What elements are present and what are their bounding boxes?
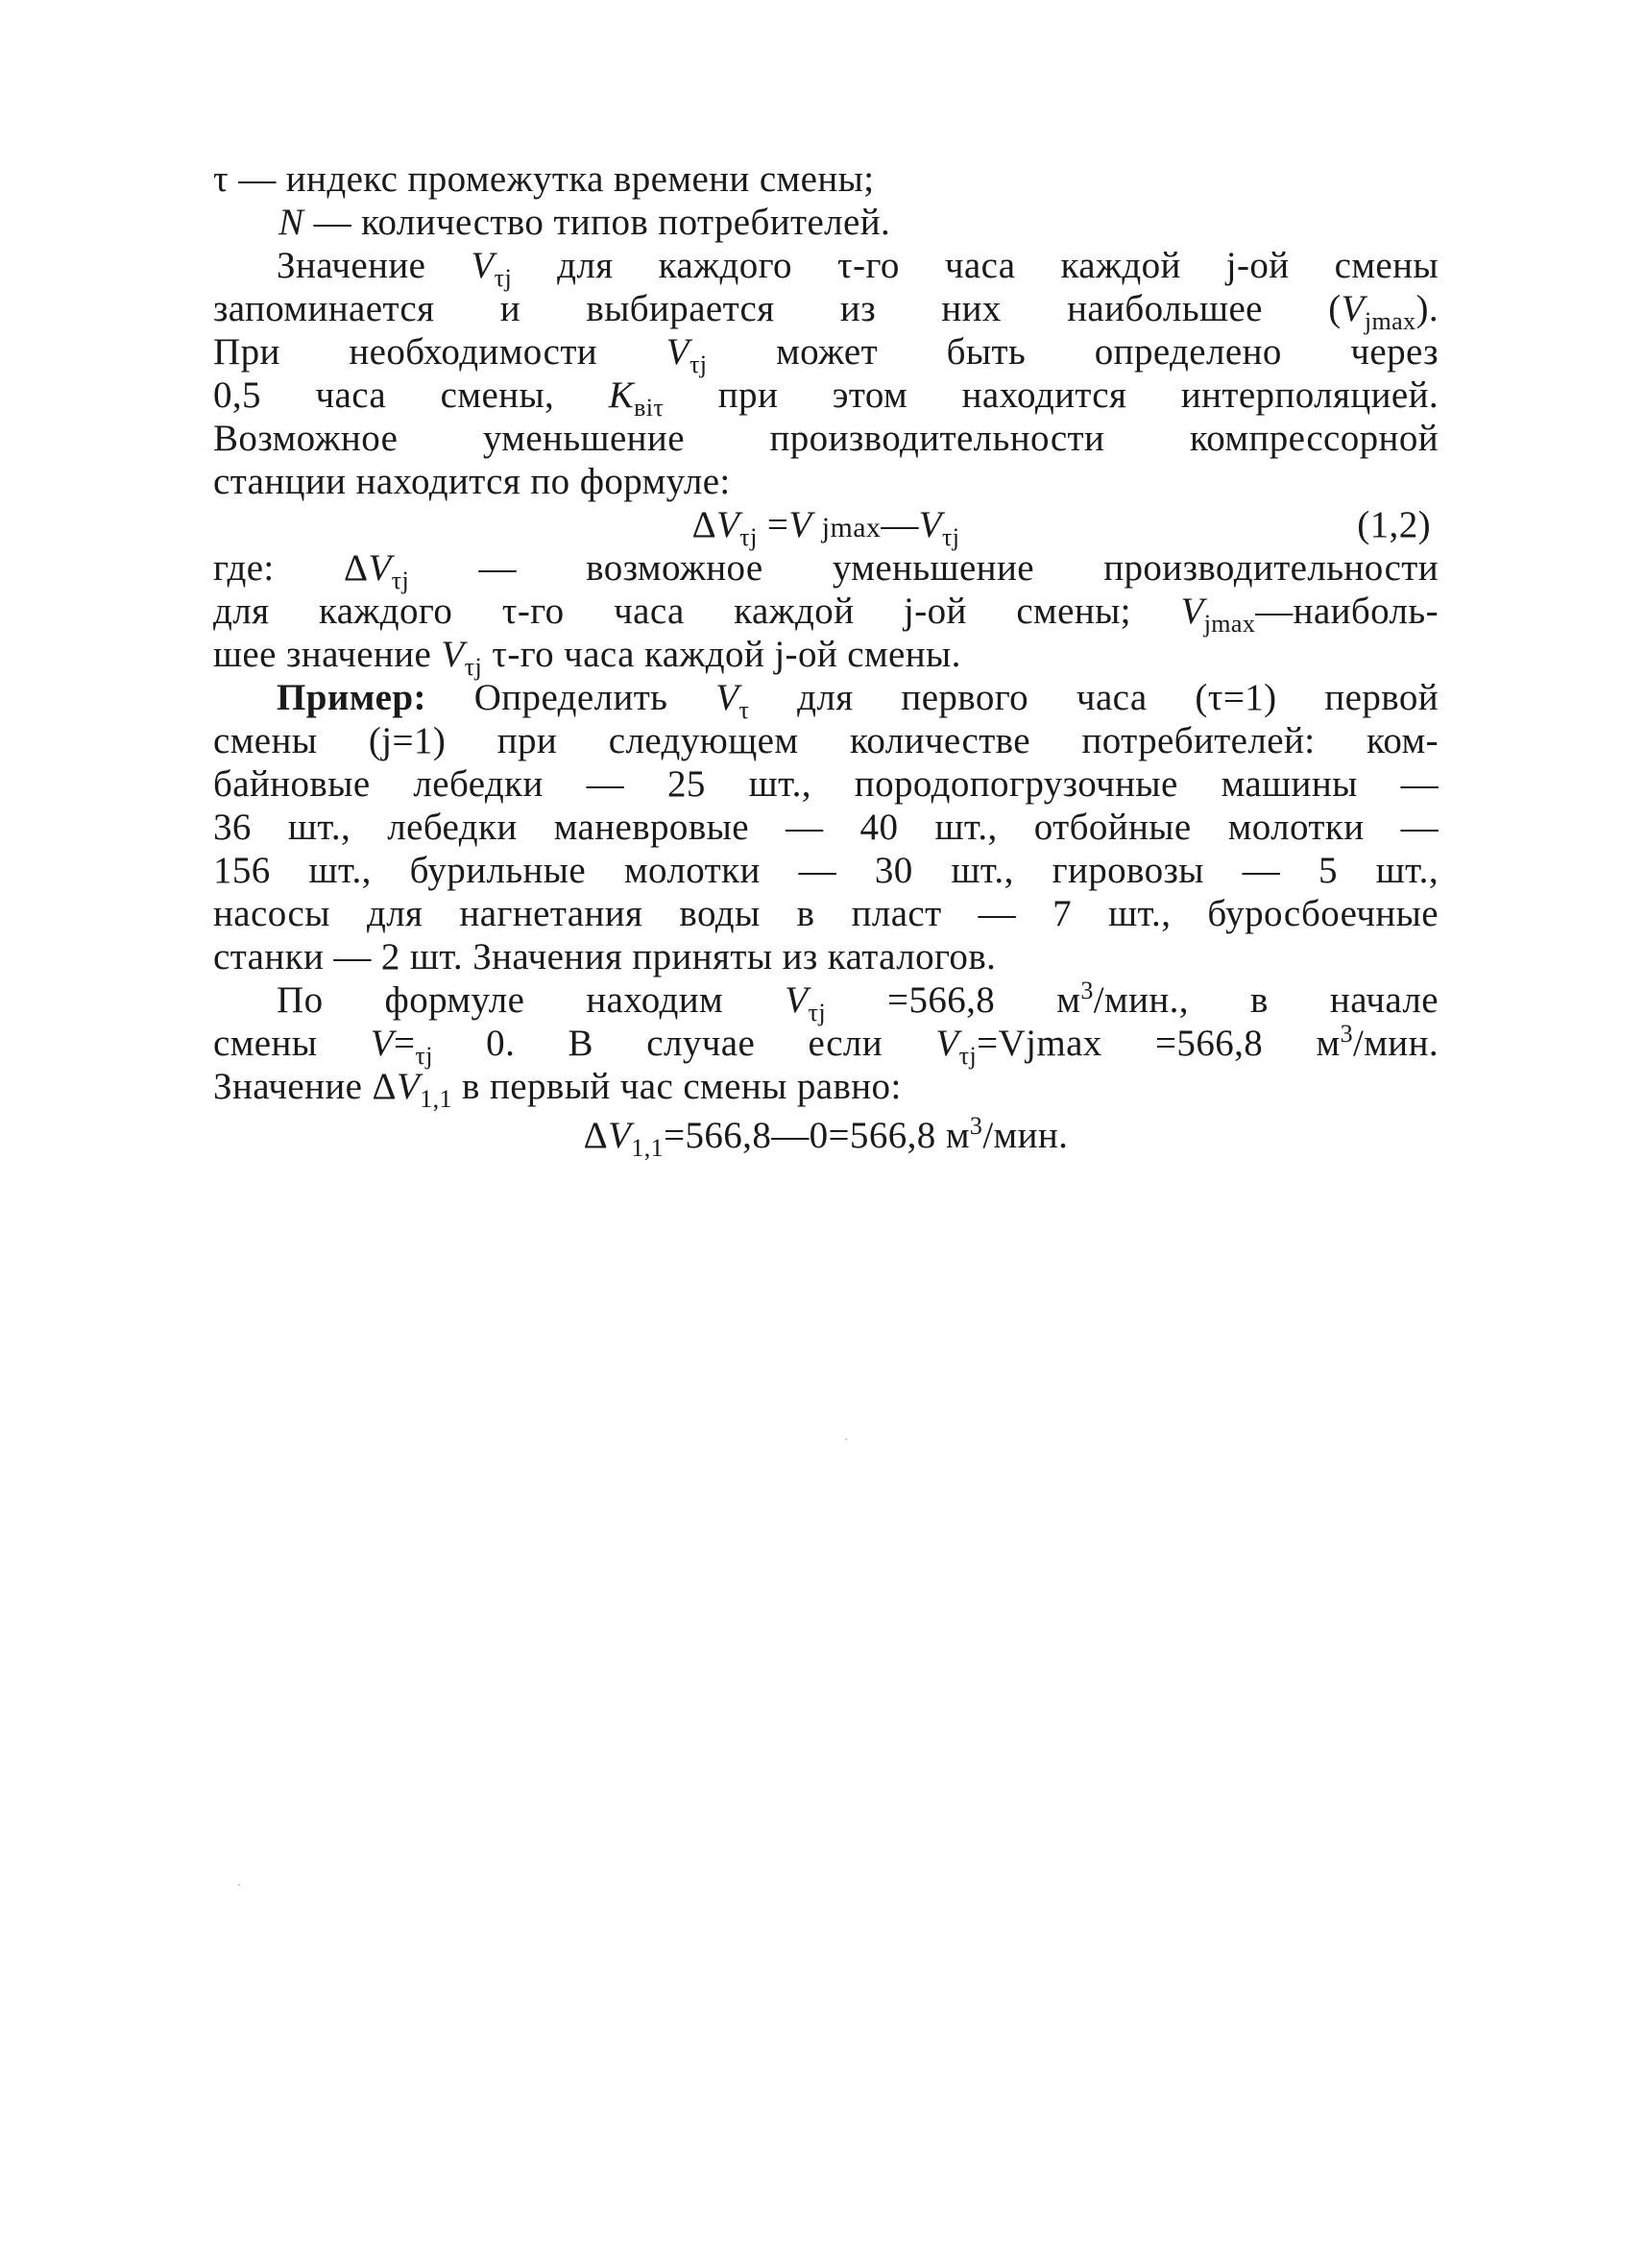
- paragraph-line: запоминается и выбирается из них наибольшее $(V_{jmax})$.: [213, 288, 1439, 335]
- paragraph-line: шее значение $V_{\tau j}$ τ-го часа каждой j-ой смены.: [213, 634, 961, 681]
- paragraph-line: для каждого τ-го часа каждой j-ой смены; $V_{jmax}—наиболь-$: [213, 591, 1439, 638]
- paragraph-line: смены $V=_{\tau j}$ 0. В случае если $V_{\tau j}=Vjmax =566,8$ $м^3$/мин.: [213, 1020, 1439, 1070]
- paragraph-line: 156 шт., бурильные молотки — 30 шт., гировозы — 5 шт.,: [213, 850, 1439, 891]
- definition-tau: τ — индекс промежутка времени смены;: [213, 158, 875, 200]
- final-equation: $\Delta V_{1,1}=566,8—0=566,8$ $м^3$/мин.: [583, 1112, 1069, 1162]
- paragraph-line: При необходимости $V_{\tau j}$ может быть определено через: [213, 331, 1439, 378]
- equation-1-2: [213, 503, 1439, 551]
- scan-speck: [238, 1884, 240, 1886]
- paragraph-line: станции находится по формуле:: [213, 461, 731, 502]
- text-column: [213, 157, 1439, 1162]
- equation-body: $\Delta V_{\tau j} =V$ $jmax—V_{\tau j}$: [691, 504, 960, 551]
- paragraph-line: 36 шт., лебедки маневровые — 40 шт., отбойные молотки —: [213, 807, 1439, 848]
- paragraph-line: насосы для нагнетания воды в пласт — 7 шт., буросбоечные: [213, 893, 1439, 934]
- paragraph-line: смены (j=1) при следующем количестве потребителей: ком-: [213, 720, 1439, 761]
- paragraph-line: Возможное уменьшение производительности компрессорной: [213, 418, 1439, 459]
- paragraph-line: 0,5 часа смены, $К_{ві\tau}$ при этом находится интерполяцией.: [213, 374, 1439, 422]
- example-label: Пример:: [277, 677, 426, 718]
- paragraph-line: станки — 2 шт. Значения приняты из каталогов.: [213, 936, 997, 977]
- paragraph-line: где: $\Delta V_{\tau j}$ — возможное уменьшение производительности: [213, 547, 1439, 594]
- scan-speck: [845, 1438, 847, 1440]
- equation-number: (1,2): [1357, 504, 1431, 545]
- paragraph-line: Значение $\Delta V_{1,1}$ в первый час смены равно:: [213, 1066, 902, 1113]
- definition-n: N — количество типов потребителей.: [278, 202, 891, 243]
- paragraph-line: байновые лебедки — 25 шт., породопогрузочные машины —: [213, 763, 1439, 805]
- paragraph-line: Значение $V_{\tau j}$ для каждого τ-го часа каждой j-ой смены: [277, 245, 1439, 292]
- example-heading-line: Пример: Определить $V_\tau$ для первого часа (τ=1) первой: [277, 677, 1439, 724]
- paragraph-line: По формуле находим $V_{\tau j} =566,8$ $м^3$/мин., в начале: [277, 977, 1439, 1026]
